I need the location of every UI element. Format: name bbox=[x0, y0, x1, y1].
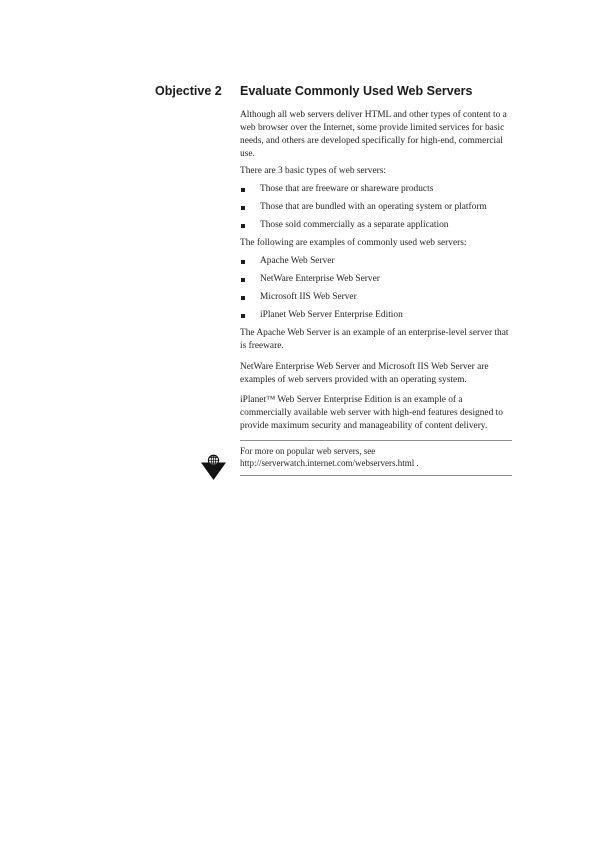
list-item bbox=[240, 219, 512, 232]
square-bullet-icon bbox=[241, 314, 245, 318]
list-item bbox=[240, 309, 512, 322]
list-item bbox=[240, 201, 512, 214]
square-bullet-icon bbox=[241, 296, 245, 300]
list-item-label: iPlanet Web Server Enterprise Edition bbox=[260, 310, 403, 320]
square-bullet-icon bbox=[241, 260, 245, 264]
square-bullet-icon bbox=[241, 224, 245, 228]
types-lead-paragraph: There are 3 basic types of web servers: bbox=[240, 166, 387, 176]
examples-lead-paragraph: The following are examples of commonly used web servers: bbox=[240, 238, 467, 248]
square-bullet-icon bbox=[241, 278, 245, 282]
square-bullet-icon bbox=[241, 188, 245, 192]
list-item-label: Those sold commercially as a separate application bbox=[260, 220, 449, 230]
list-item bbox=[240, 255, 512, 268]
apache-paragraph: The Apache Web Server is an example of an enterprise-level server that is freeware. bbox=[240, 328, 509, 351]
list-item-label: Those that are bundled with an operating system or platform bbox=[260, 202, 487, 212]
content-column bbox=[240, 84, 512, 476]
objective-label: Objective 2 bbox=[155, 84, 222, 98]
list-item bbox=[240, 291, 512, 304]
intro-paragraph: Although all web servers deliver HTML and other types of content to a web browser over the Internet, some provide limited services for basic needs, and others are developed specifically for high-end, commercial use. bbox=[240, 110, 507, 159]
list-item-label: NetWare Enterprise Web Server bbox=[260, 274, 380, 284]
list-item-label: Apache Web Server bbox=[260, 256, 335, 266]
note-url: http://serverwatch.internet.com/webservers.html . bbox=[240, 457, 419, 468]
list-item bbox=[240, 183, 512, 196]
list-item-label: Microsoft IIS Web Server bbox=[260, 292, 357, 302]
square-bullet-icon bbox=[241, 206, 245, 210]
iplanet-paragraph: iPlanet™ Web Server Enterprise Edition is an example of a commercially available web server with high-end features designed to provide maximum security and manageability of content delivery. bbox=[240, 395, 503, 431]
server-examples-list bbox=[240, 255, 512, 322]
web-globe-triangle-icon bbox=[200, 454, 227, 481]
page-title: Evaluate Commonly Used Web Servers bbox=[240, 84, 473, 98]
web-reference-note bbox=[240, 440, 512, 476]
server-types-list bbox=[240, 183, 512, 232]
netware-paragraph: NetWare Enterprise Web Server and Microsoft IIS Web Server are examples of web servers provided with an operating system. bbox=[240, 362, 489, 385]
note-text-line1: For more on popular web servers, see bbox=[240, 446, 376, 456]
list-item bbox=[240, 273, 512, 286]
list-item-label: Those that are freeware or shareware products bbox=[260, 184, 434, 194]
